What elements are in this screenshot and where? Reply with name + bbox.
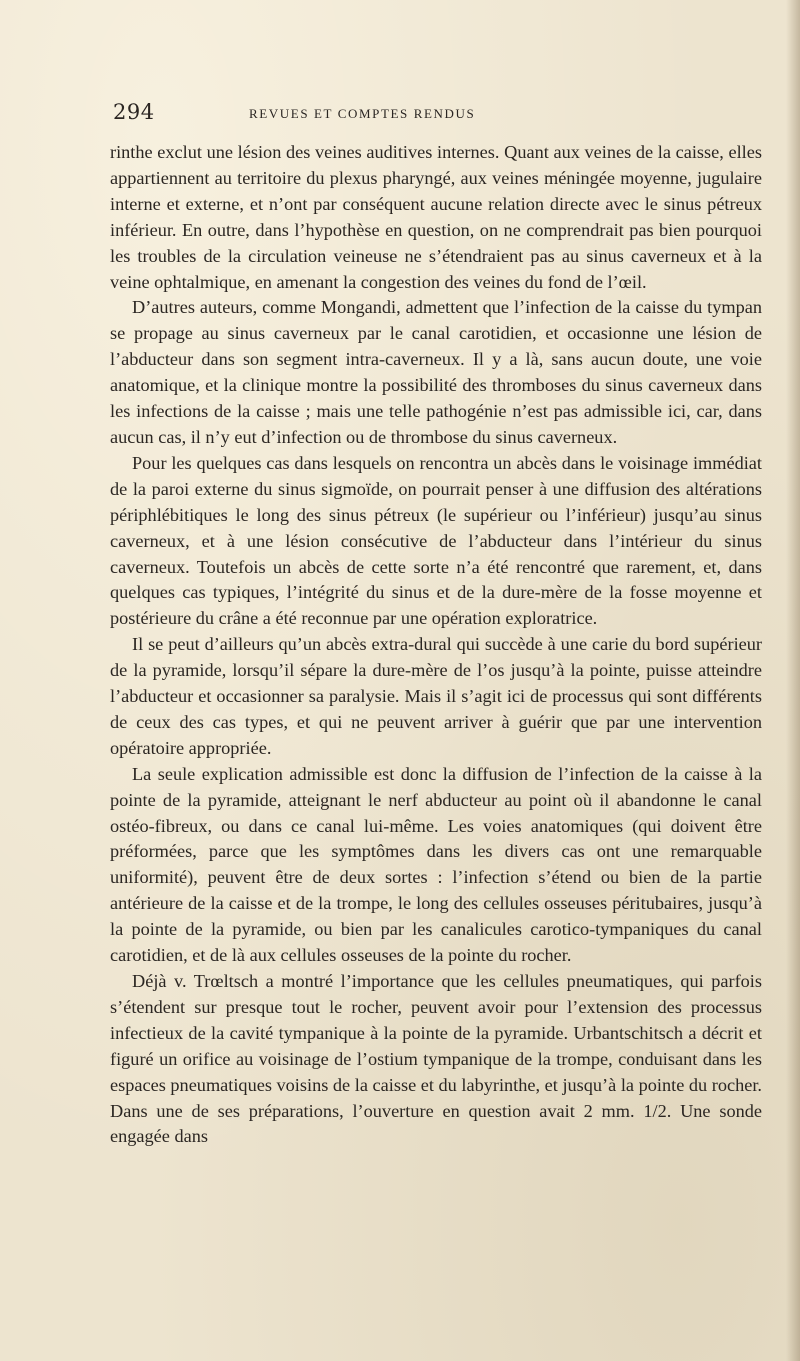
paragraph: Il se peut d’ailleurs qu’un abcès extra-dural qui succède à une carie du bord supérieur de la pyramide, lorsqu’il sépare la dure-mère de l’os jusqu’à la pointe, puisse atteindre l’abducteur et occasionner sa paralysie. Mais il s’agit ici de processus qui sont différents de ceux des cas types, et qui ne peuvent arriver à guérir que par une intervention opératoire appropriée. <box>110 634 762 758</box>
page-header <box>113 100 713 130</box>
running-head: REVUES ET COMPTES RENDUS <box>249 106 476 121</box>
paragraph: Pour les quelques cas dans lesquels on rencontra un abcès dans le voisinage immédiat de la paroi externe du sinus sigmoïde, on pourrait penser à une diffusion des altérations périphlébitiques le long des sinus pétreux (le supérieur ou l’inférieur) jusqu’au sinus caverneux, et à une lésion consécutive de l’abducteur dans l’intérieur du sinus caverneux. Toutefois un abcès de cette sorte n’a été rencontré que rarement, et, dans quelques cas typiques, l’intégrité du sinus et de la dure-mère de la fosse moyenne et postérieure du crâne a été reconnue par une opération exploratrice. <box>110 452 762 629</box>
paragraph: D’autres auteurs, comme Mongandi, admettent que l’infection de la caisse du tympan se propage au sinus caverneux par le canal carotidien, et occasionne une lésion de l’abducteur dans son segment intra-caverneux. Il y a là, sans aucun doute, une voie anatomique, et la clinique montre la possibilité des thromboses du sinus caverneux dans les infections de la caisse ; mais une telle pathogénie n’est pas admissible ici, car, dans aucun cas, il n’y eut d’infection ou de thrombose du sinus caverneux. <box>110 297 762 447</box>
body-text <box>110 140 762 1150</box>
paragraph: rinthe exclut une lésion des veines auditives internes. Quant aux veines de la caisse, elles appartiennent au territoire du plexus pharyngé, aux veines méningée moyenne, jugulaire interne et externe, et n’ont par conséquent aucune relation directe avec le sinus pétreux inférieur. En outre, dans l’hypothèse en question, on ne comprendrait pas bien pourquoi les troubles de la circulation veineuse ne s’étendraient pas au sinus caverneux et à la veine ophtalmique, en amenant la congestion des veines du fond de l’œil. <box>110 142 762 292</box>
paragraph: Déjà v. Trœltsch a montré l’importance que les cellules pneumatiques, qui parfois s’étendent sur presque tout le rocher, peuvent avoir pour l’extension des processus infectieux de la cavité tympanique à la pointe de la pyramide. Urbantschitsch a décrit et figuré un orifice au voisinage de l’ostium tympanique de la trompe, conduisant dans les espaces pneumatiques voisins de la caisse et du labyrinthe, et jusqu’à la pointe du rocher. Dans une de ses préparations, l’ouverture en question avait 2 mm. 1/2. Une sonde engagée dans <box>110 971 762 1147</box>
page-number: 294 <box>113 100 155 124</box>
paragraph: La seule explication admissible est donc la diffusion de l’infection de la caisse à la pointe de la pyramide, atteignant le nerf abducteur au point où il abandonne le canal ostéo-fibreux, ou dans ce canal lui-même. Les voies anatomiques (qui doivent être préformées, parce que les symptômes dans les divers cas ont une remarquable uniformité), peuvent être de deux sortes : l’infection s’étend ou bien de la partie antérieure de la caisse et de la trompe, le long des cellules osseuses péritubaires, jusqu’à la pointe de la pyramide, ou bien par les canalicules carotico-tympaniques du canal carotidien, et de là aux cellules osseuses de la pointe du rocher. <box>110 763 762 966</box>
page-edge-shadow <box>786 0 800 1361</box>
